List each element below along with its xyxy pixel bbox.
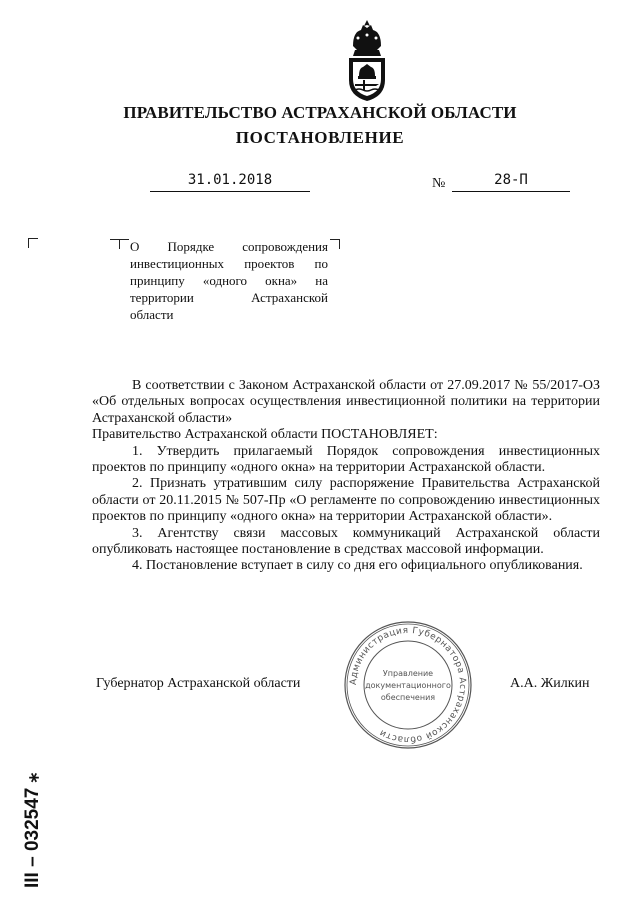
subject-line: принципу «одного окна» на — [130, 273, 328, 288]
resolve-line: Правительство Астраханской области ПОСТАНОВЛЯЕТ: — [92, 427, 438, 443]
clause-3: 3. Агентству связи массовых коммуникаций Астраханской области опубликовать настоящее постановление в средствах массовой информации. — [92, 525, 600, 558]
coat-of-arms-icon — [343, 18, 391, 102]
subject-line: территории Астраханской — [130, 290, 328, 305]
subject-close-corner-mark — [330, 239, 340, 249]
left-margin-corner-mark — [28, 238, 38, 248]
stamp-center-line: документационного — [365, 681, 451, 690]
margin-serial-number — [20, 710, 44, 890]
preamble-paragraph: В соответствии с Законом Астраханской области от 27.09.2017 № 55/2017-ОЗ «Об отдельных вопросах осуществления инвестиционной политики на территории Астраханской области» — [92, 378, 600, 426]
subject-line: области — [130, 307, 174, 322]
document-subject — [130, 238, 328, 323]
signatory-position: Губернатор Астраханской области — [96, 676, 301, 691]
subject-line: О Порядке сопровождения — [130, 239, 328, 254]
subject-open-corner-mark-2 — [119, 239, 129, 249]
number-label: № — [432, 176, 446, 191]
official-stamp — [342, 618, 474, 752]
margin-serial-text: III – 032547 ⁎ — [22, 772, 43, 888]
stamp-ring-text: Администрация Губернатора Астраханской области — [348, 625, 468, 745]
clause-4: 4. Постановление вступает в силу со дня его официального опубликования. — [132, 558, 583, 574]
stamp-center-line: Управление — [382, 669, 434, 678]
clause-1: 1. Утвердить прилагаемый Порядок сопровождения инвестиционных проектов по принципу «одного окна» на территории Астраханской области. — [92, 443, 600, 476]
document-date: 31.01.2018 — [150, 172, 310, 192]
signatory-name: А.А. Жилкин — [510, 676, 590, 691]
stamp-center-line: обеспечения — [380, 693, 436, 702]
subject-line: инвестиционных проектов по — [130, 256, 328, 271]
organization-title: ПРАВИТЕЛЬСТВО АСТРАХАНСКОЙ ОБЛАСТИ — [123, 103, 517, 122]
document-number: 28-П — [452, 172, 570, 192]
document-type: ПОСТАНОВЛЕНИЕ — [235, 128, 405, 147]
clause-2: 2. Признать утратившим силу распоряжение Правительства Астраханской области от 20.11.2015 № 507-Пр «О регламенте по сопровождению инвестиционных проектов по принципу «одного окна» на территории Астраханской области». — [92, 476, 600, 525]
document-body — [92, 378, 600, 575]
